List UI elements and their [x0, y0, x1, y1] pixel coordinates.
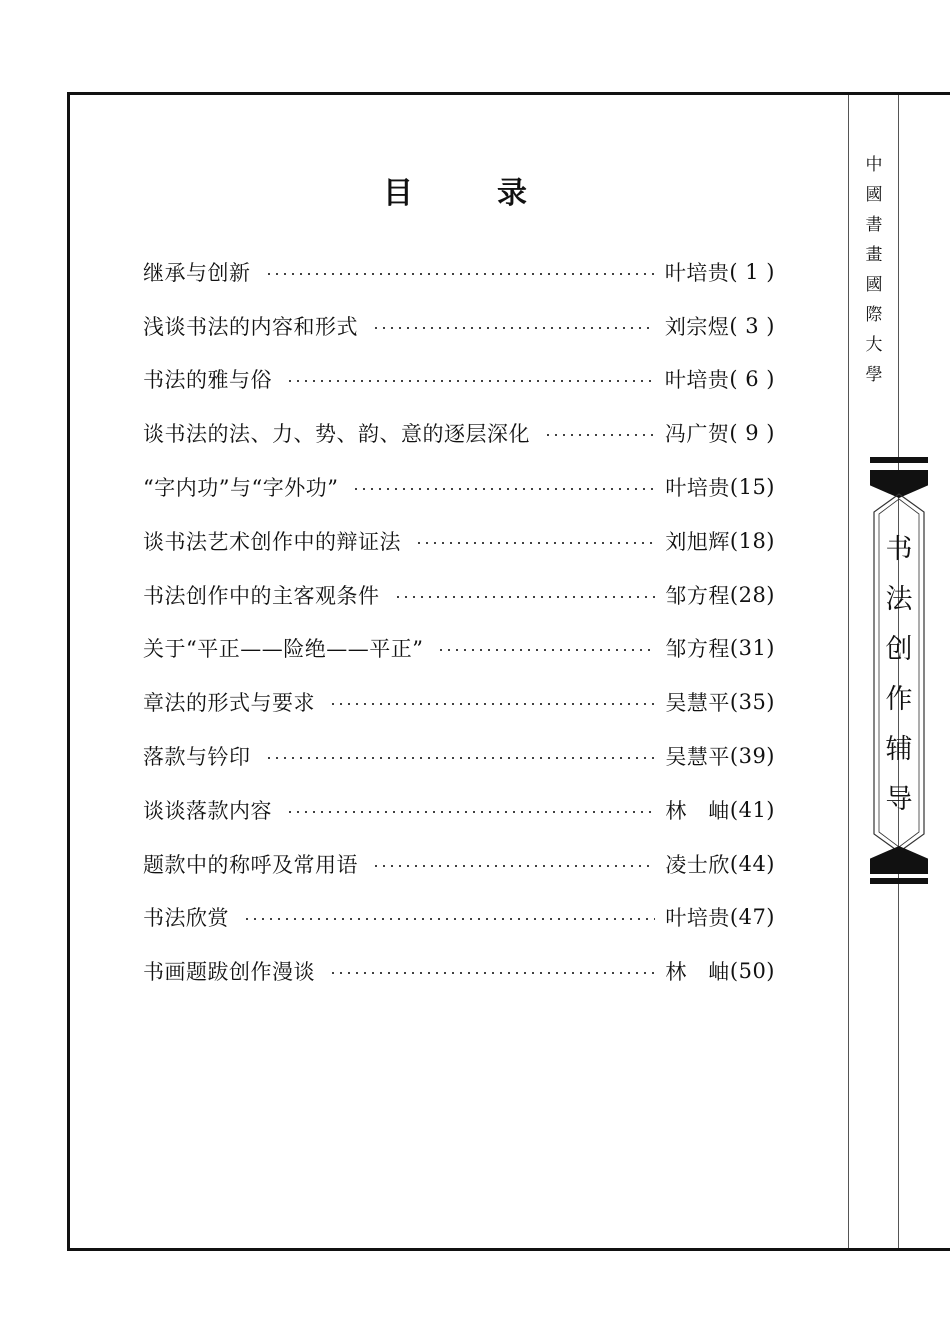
- entry-page: (39): [729, 744, 775, 769]
- leader-dots: [394, 596, 656, 598]
- entry-title: 题款中的称呼及常用语: [143, 852, 358, 877]
- entry-author: 凌士欣: [665, 852, 730, 877]
- leader-dots: [265, 273, 655, 275]
- decor-bar: [870, 457, 928, 463]
- entry-title: 章法的形式与要求: [143, 691, 315, 716]
- margin-rule: [848, 95, 849, 1248]
- entry-page: (35): [729, 690, 775, 715]
- leader-dots: [329, 703, 655, 705]
- entry-author: 叶培贵: [665, 906, 730, 931]
- entry-author: 叶培贵: [664, 368, 730, 393]
- toc-entry[interactable]: [143, 299, 775, 353]
- toc-entry[interactable]: [143, 245, 775, 299]
- university-char: 畫: [865, 245, 883, 265]
- decor-bar: [870, 878, 928, 884]
- entry-author: 邹方程: [665, 583, 730, 608]
- university-char: 中: [865, 155, 883, 175]
- book-title-char: 辅: [885, 734, 913, 765]
- entry-title: 书法的雅与俗: [143, 368, 272, 393]
- entry-page: ( 3 ): [729, 313, 775, 338]
- entry-page: (28): [729, 582, 775, 607]
- entry-page: ( 6 ): [729, 367, 775, 392]
- entry-title: 继承与创新: [143, 260, 251, 285]
- book-title-char: 书: [885, 534, 913, 565]
- entry-page: (47): [729, 905, 775, 930]
- leader-dots: [286, 811, 655, 813]
- toc-heading: [0, 168, 910, 212]
- entry-page: (41): [729, 797, 775, 822]
- toc-entry[interactable]: [143, 729, 775, 783]
- toc-entry[interactable]: [143, 675, 775, 729]
- leader-dots: [372, 327, 655, 329]
- toc-list: [143, 245, 775, 998]
- entry-author: 林 岫: [665, 798, 730, 823]
- leader-dots: [544, 434, 655, 436]
- leader-dots: [372, 865, 655, 867]
- entry-author: 吴慧平: [665, 745, 730, 770]
- entry-page: (18): [729, 528, 775, 553]
- university-char: 大: [865, 335, 883, 355]
- entry-page: ( 9 ): [729, 421, 775, 446]
- book-title-char: 创: [885, 634, 913, 665]
- university-char: 書: [865, 215, 883, 235]
- toc-entry[interactable]: [143, 568, 775, 622]
- entry-author: 吴慧平: [665, 691, 730, 716]
- toc-entry[interactable]: [143, 460, 775, 514]
- toc-entry[interactable]: [143, 783, 775, 837]
- entry-page: ( 1 ): [729, 259, 775, 284]
- leader-dots: [437, 649, 655, 651]
- leader-dots: [329, 972, 655, 974]
- leader-dots: [265, 757, 656, 759]
- book-title-char: 作: [885, 684, 913, 715]
- toc-entry[interactable]: [143, 514, 775, 568]
- entry-title: 谈书法艺术创作中的辩证法: [143, 529, 401, 554]
- entry-author: 林 岫: [665, 960, 730, 985]
- entry-title: 谈书法的法、力、势、韵、意的逐层深化: [143, 422, 530, 447]
- toc-entry[interactable]: [143, 837, 775, 891]
- toc-entry[interactable]: [143, 406, 775, 460]
- entry-title: 书法欣赏: [143, 906, 229, 931]
- entry-page: (44): [729, 851, 775, 876]
- entry-author: 刘宗煜: [664, 314, 730, 339]
- entry-author: 冯广贺: [664, 422, 730, 447]
- toc-entry[interactable]: [143, 891, 775, 945]
- entry-title: 谈谈落款内容: [143, 798, 272, 823]
- entry-author: 叶培贵: [664, 260, 730, 285]
- university-char: 國: [865, 275, 883, 295]
- toc-entry[interactable]: [143, 353, 775, 407]
- toc-heading-char: 录: [497, 176, 527, 211]
- leader-dots: [286, 380, 655, 382]
- university-char: 學: [865, 365, 883, 385]
- entry-title: “字内功”与“字外功”: [143, 476, 339, 501]
- book-title: [870, 525, 928, 825]
- entry-author: 叶培贵: [665, 476, 730, 501]
- leader-dots: [243, 918, 655, 920]
- book-title-char: 法: [885, 584, 913, 615]
- entry-title: 浅谈书法的内容和形式: [143, 314, 358, 339]
- entry-author: 刘旭辉: [665, 529, 730, 554]
- leader-dots: [415, 542, 655, 544]
- entry-title: 关于“平正——险绝——平正”: [143, 637, 424, 662]
- entry-title: 落款与钤印: [143, 745, 251, 770]
- entry-title: 书画题跋创作漫谈: [143, 960, 315, 985]
- entry-title: 书法创作中的主客观条件: [143, 583, 380, 608]
- entry-page: (50): [729, 959, 775, 984]
- university-char: 國: [865, 185, 883, 205]
- toc-heading-char: 目: [383, 176, 413, 211]
- university-char: 際: [865, 305, 883, 325]
- book-title-char: 导: [885, 784, 913, 815]
- leader-dots: [352, 488, 655, 490]
- toc-entry[interactable]: [143, 944, 775, 998]
- entry-page: (31): [729, 636, 775, 661]
- toc-entry[interactable]: [143, 622, 775, 676]
- university-name: [858, 150, 890, 390]
- entry-page: (15): [729, 475, 775, 500]
- entry-author: 邹方程: [665, 637, 730, 662]
